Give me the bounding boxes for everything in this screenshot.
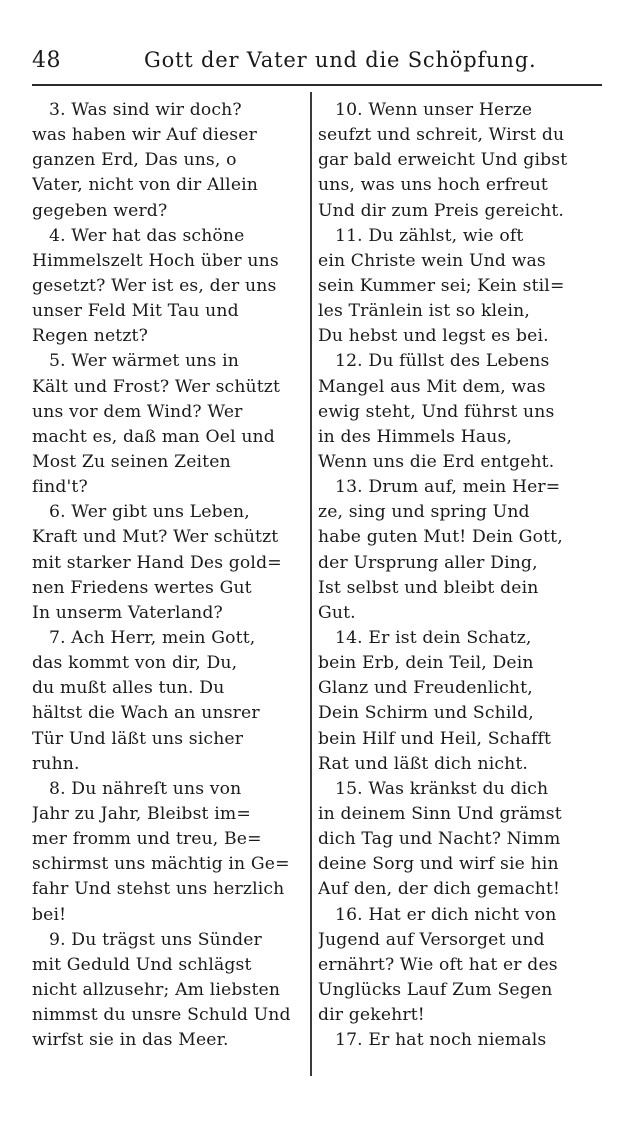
verse-line: mit Geduld Und schlägst	[32, 954, 252, 975]
verse-line: wirfst sie in das Meer.	[32, 1030, 229, 1051]
verse-line: Wenn uns die Erd entgeht.	[318, 451, 555, 472]
verse-line: Jugend auf Versorget und	[318, 929, 545, 950]
verse-line: Tür Und läßt uns sicher	[32, 728, 244, 749]
verse-line: in deinem Sinn Und grämst	[318, 803, 562, 824]
verse-line: seufzt und schreit, Wirst du	[318, 125, 565, 146]
verse-line: dich Tag und Nacht? Nimm	[318, 829, 561, 850]
header-rule	[32, 84, 602, 86]
verse-start-line: 16. Hat er dich nicht von	[335, 904, 557, 925]
verse-start-line: 7. Ach Herr, mein Gott,	[49, 627, 256, 648]
verse-line: bein Hilf und Heil, Schafft	[318, 728, 552, 749]
verse-line: hältst die Wach an unsrer	[32, 703, 260, 724]
verse-line: Mangel aus Mit dem, was	[318, 376, 546, 397]
verse-line: du mußt alles tun. Du	[32, 678, 225, 699]
verse-line: Und dir zum Preis gereicht.	[318, 200, 564, 221]
verse-line: Ist selbst und bleibt dein	[318, 577, 539, 598]
verse-line: Dein Schirm und Schild,	[318, 703, 534, 724]
verse-line: ganzen Erd, Das uns, o	[32, 150, 237, 171]
verse-line: ein Christe wein Und was	[318, 250, 546, 271]
verse-line: ewig steht, Und führst uns	[318, 401, 555, 422]
verse-line: Rat und läßt dich nicht.	[318, 753, 529, 774]
page-header	[32, 44, 602, 80]
verse-line: find't?	[32, 477, 88, 498]
running-title: Gott der Vater und die Schöpfung.	[144, 48, 537, 72]
verse-line: das kommt von dir, Du,	[32, 653, 238, 674]
verse-start-line: 11. Du zählst, wie oft	[335, 225, 524, 246]
verse-line: bei!	[32, 904, 67, 925]
verse-line: schirmst uns mächtig in Ge=	[32, 854, 290, 875]
verse-start-line: 12. Du füllst des Lebens	[335, 351, 550, 372]
verse-line: bein Erb, dein Teil, Dein	[318, 653, 534, 674]
verse-line: macht es, daß man Oel und	[32, 426, 275, 447]
verse-line: gar bald erweicht Und gibst	[318, 150, 568, 171]
verse-start-line: 6. Wer gibt uns Leben,	[49, 502, 250, 523]
right-column	[318, 98, 592, 1053]
verse-line: Kraft und Mut? Wer schützt	[32, 527, 279, 548]
verse-start-line: 10. Wenn unser Herze	[335, 100, 533, 120]
verse-line: Jahr zu Jahr, Bleibst im=	[32, 803, 251, 824]
verse-start-line: 14. Er ist dein Schatz,	[335, 627, 532, 648]
verse-start-line: 9. Du trägst uns Sünder	[49, 929, 262, 950]
verse-line: Himmelszelt Hoch über uns	[32, 250, 279, 271]
verse-line: In unserm Vaterland?	[32, 602, 223, 623]
verse-line: der Ursprung aller Ding,	[318, 552, 538, 573]
verse-line: ruhn.	[32, 753, 80, 774]
verse-start-line: 5. Wer wärmet uns in	[49, 351, 239, 372]
verse-start-line: 15. Was kränkst du dich	[335, 778, 549, 799]
verse-line: sein Kummer sei; Kein stil=	[318, 275, 565, 296]
verse-line: ze, sing und spring Und	[318, 502, 530, 523]
verse-line: Vater, nicht von dir Allein	[32, 175, 259, 196]
verse-start-line: 13. Drum auf, mein Her=	[335, 477, 561, 498]
verse-line: nimmst du unsre Schuld Und	[32, 1005, 291, 1026]
verse-line: Du hebst und legst es bei.	[318, 326, 549, 347]
verse-line: unser Feld Mit Tau und	[32, 301, 239, 322]
page-number: 48	[32, 48, 61, 73]
verse-start-line: 4. Wer hat das schöne	[49, 225, 245, 246]
verse-line: Kält und Frost? Wer schützt	[32, 376, 281, 397]
verse-line: Glanz und Freudenlicht,	[318, 678, 533, 699]
verse-line: Auf den, der dich gemacht!	[318, 879, 561, 900]
verse-line: gegeben werd?	[32, 200, 168, 221]
verse-line: mit starker Hand Des gold=	[32, 552, 282, 573]
verse-line: nicht allzusehr; Am liebsten	[32, 979, 281, 1000]
verse-line: gesetzt? Wer ist es, der uns	[32, 275, 277, 296]
verse-line: Unglücks Lauf Zum Segen	[318, 979, 553, 1000]
verse-line: in des Himmels Haus,	[318, 426, 513, 447]
verse-start-line: 8. Du nähreſt uns von	[49, 778, 242, 799]
verse-line: les Tränlein ist so klein,	[318, 301, 530, 322]
verse-line: Most Zu seinen Zeiten	[32, 451, 231, 472]
verse-line: was haben wir Auf dieser	[32, 125, 257, 146]
verse-line: habe guten Mut! Dein Gott,	[318, 527, 563, 548]
left-column	[32, 98, 300, 1053]
verse-line: nen Friedens wertes Gut	[32, 577, 252, 598]
column-divider	[310, 92, 312, 1076]
verse-line: Regen netzt?	[32, 326, 148, 347]
verse-start-line: 17. Er hat noch niemals	[335, 1030, 547, 1051]
verse-line: fahr Und stehst uns herzlich	[32, 879, 285, 900]
verse-line: uns vor dem Wind? Wer	[32, 401, 243, 422]
verse-start-line: 3. Was sind wir doch?	[49, 100, 242, 120]
verse-line: ernährt? Wie oft hat er des	[318, 954, 558, 975]
verse-line: uns, was uns hoch erfreut	[318, 175, 548, 196]
verse-line: dir gekehrt!	[318, 1005, 425, 1026]
verse-line: mer fromm und treu, Be=	[32, 829, 262, 850]
verse-line: Gut.	[318, 602, 356, 623]
verse-line: deine Sorg und wirf sie hin	[318, 854, 559, 875]
